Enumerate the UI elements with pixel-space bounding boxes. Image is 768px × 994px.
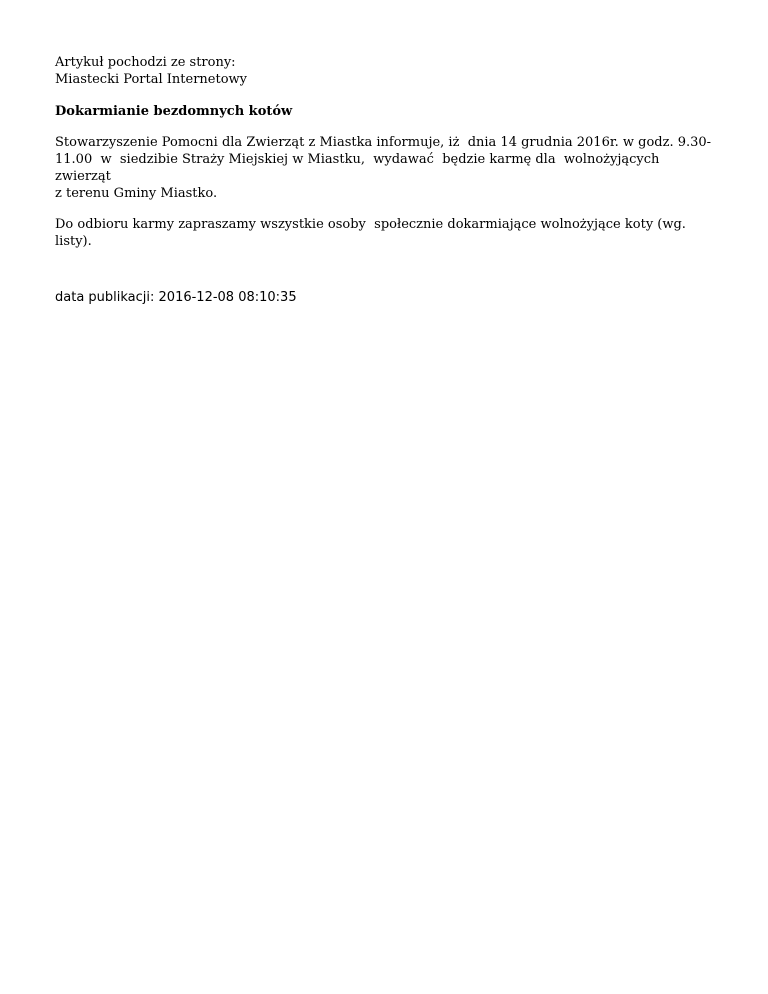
- paragraph-2-line-2: listy).: [55, 234, 92, 249]
- paragraph-2-line-1: Do odbioru karmy zapraszamy wszystkie osoby społecznie dokarmiające wolnożyjące koty (wg.: [55, 217, 686, 232]
- source-info: [55, 54, 715, 88]
- article-title: Dokarmianie bezdomnych kotów: [55, 104, 293, 119]
- article-paragraph-2: [55, 216, 715, 250]
- article-paragraph-1: [55, 134, 715, 202]
- paragraph-1-line-3: z terenu Gminy Miastko.: [55, 186, 218, 201]
- document-page: [55, 54, 715, 305]
- paragraph-1-line-1: Stowarzyszenie Pomocni dla Zwierząt z Miastka informuje, iż dnia 14 grudnia 2016r. w godz. 9.30-: [55, 135, 712, 150]
- source-site-name: Miastecki Portal Internetowy: [55, 72, 248, 87]
- source-label: Artykuł pochodzi ze strony:: [55, 55, 236, 70]
- publication-date: data publikacji: 2016-12-08 08:10:35: [55, 290, 297, 305]
- paragraph-1-line-2: 11.00 w siedzibie Straży Miejskiej w Miastku, wydawać będzie karmę dla wolnożyjących zwierząt: [55, 152, 664, 184]
